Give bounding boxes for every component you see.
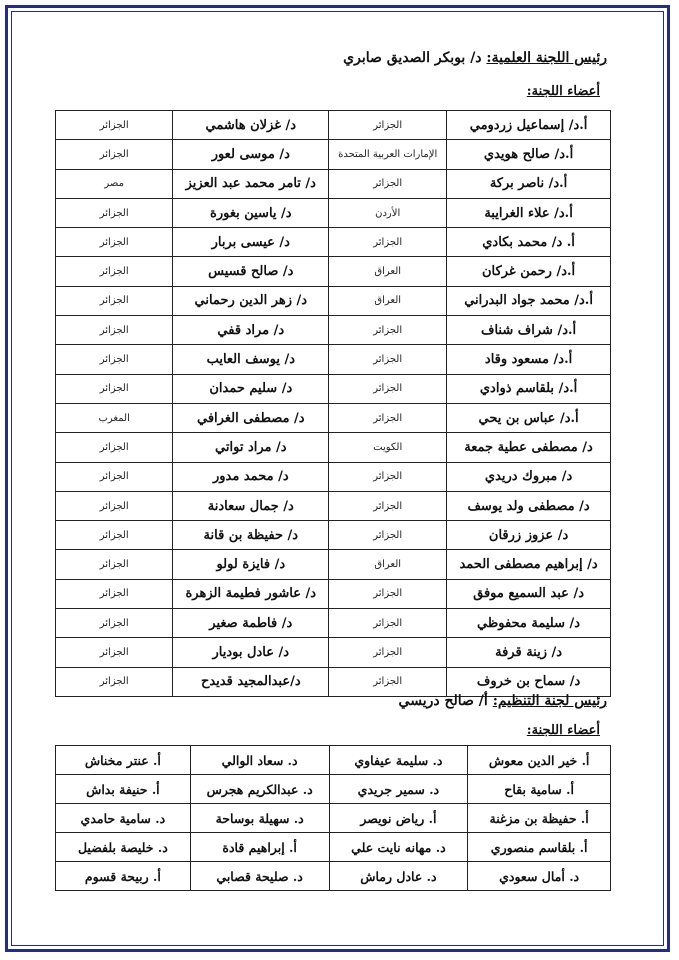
member-name-cell: د/ عادل بوديار bbox=[173, 638, 329, 667]
member-name-cell: د/ غزلان هاشمي bbox=[173, 111, 329, 140]
member-country-cell: الجزائر bbox=[329, 667, 447, 696]
organizing-chair-label: رئيس لجنة التنظيم: bbox=[492, 693, 607, 709]
member-country-cell: الجزائر bbox=[56, 579, 173, 608]
table-row bbox=[56, 804, 611, 833]
member-name-cell: د/ مبروك دريدي bbox=[447, 462, 611, 491]
member-name-cell: أ. حفيظة بن مزغنة bbox=[468, 804, 611, 833]
table-row bbox=[56, 775, 611, 804]
member-name-cell: د/ مراد تواتي bbox=[173, 433, 329, 462]
member-name-cell: أ.د/ شراف شناف bbox=[447, 316, 611, 345]
table-row bbox=[56, 609, 611, 638]
table-row bbox=[56, 521, 611, 550]
member-name-cell: د/ ياسين بغورة bbox=[173, 198, 329, 227]
member-name-cell: د. سليمة عيفاوي bbox=[329, 746, 468, 775]
table-row bbox=[56, 140, 611, 169]
member-country-cell: الجزائر bbox=[329, 111, 447, 140]
member-name-cell: أ.د/ عباس بن يحي bbox=[447, 403, 611, 432]
member-name-cell: د/ سليم حمدان bbox=[173, 374, 329, 403]
member-country-cell: الجزائر bbox=[329, 491, 447, 520]
member-name-cell: د/عبدالمجيد قديدح bbox=[173, 667, 329, 696]
member-name-cell: أ. ربيحة قسوم bbox=[56, 862, 191, 891]
scientific-chair-label: رئيس اللجنة العلمية: bbox=[486, 50, 607, 66]
table-row bbox=[56, 403, 611, 432]
member-name-cell: د. سامية حامدي bbox=[56, 804, 191, 833]
organizing-chair-name: أ/ صالح دريسي bbox=[398, 693, 488, 709]
member-country-cell: الجزائر bbox=[329, 462, 447, 491]
member-name-cell: د/ مصطفى عطية جمعة bbox=[447, 433, 611, 462]
member-name-cell: د/ فايزة لولو bbox=[173, 550, 329, 579]
member-country-cell: الجزائر bbox=[329, 374, 447, 403]
member-name-cell: د/ عيسى بربار bbox=[173, 228, 329, 257]
member-name-cell: أ. رياض نويصر bbox=[329, 804, 468, 833]
member-name-cell: د/ إبراهيم مصطفى الحمد bbox=[447, 550, 611, 579]
member-name-cell: د/ سليمة محفوظي bbox=[447, 609, 611, 638]
table-row bbox=[56, 862, 611, 891]
table-row bbox=[56, 316, 611, 345]
member-name-cell: أ.د/ علاء الغرايبة bbox=[447, 198, 611, 227]
member-country-cell: الجزائر bbox=[56, 433, 173, 462]
member-country-cell: الجزائر bbox=[56, 345, 173, 374]
member-name-cell: د. سهيلة بوساحة bbox=[190, 804, 329, 833]
member-name-cell: د/ زينة قرفة bbox=[447, 638, 611, 667]
member-name-cell: د. أمال سعودي bbox=[468, 862, 611, 891]
member-country-cell: الجزائر bbox=[329, 403, 447, 432]
member-name-cell: د/ تامر محمد عبد العزيز bbox=[173, 169, 329, 198]
member-country-cell: الكويت bbox=[329, 433, 447, 462]
member-country-cell: الجزائر bbox=[56, 316, 173, 345]
member-name-cell: د/ فاطمة صغير bbox=[173, 609, 329, 638]
scientific-committee-chair bbox=[343, 50, 607, 66]
member-name-cell: د/ عبد السميع موفق bbox=[447, 579, 611, 608]
member-name-cell: د/ عاشور فطيمة الزهرة bbox=[173, 579, 329, 608]
member-country-cell: الجزائر bbox=[329, 169, 447, 198]
table-row bbox=[56, 257, 611, 286]
member-country-cell: الجزائر bbox=[56, 111, 173, 140]
member-name-cell: د/ عزوز زرقان bbox=[447, 521, 611, 550]
table-row bbox=[56, 374, 611, 403]
member-name-cell: د. عادل رماش bbox=[329, 862, 468, 891]
member-country-cell: الجزائر bbox=[56, 550, 173, 579]
member-country-cell: الجزائر bbox=[56, 257, 173, 286]
member-name-cell: د. خليصة بلفضيل bbox=[56, 833, 191, 862]
member-name-cell: أ.د/ محمد جواد البدراني bbox=[447, 286, 611, 315]
table-row bbox=[56, 491, 611, 520]
member-name-cell: د. سمير جريدي bbox=[329, 775, 468, 804]
member-name-cell: د/ زهر الدين رحماني bbox=[173, 286, 329, 315]
organizing-members-label: أعضاء اللجنة: bbox=[526, 723, 600, 738]
member-name-cell: د/ حفيظة بن قانة bbox=[173, 521, 329, 550]
member-country-cell: العراق bbox=[329, 550, 447, 579]
member-name-cell: د/ مصطفى ولد يوسف bbox=[447, 491, 611, 520]
member-name-cell: د. عبدالكريم هجرس bbox=[190, 775, 329, 804]
table-row bbox=[56, 746, 611, 775]
member-name-cell: د/ صالح قسيس bbox=[173, 257, 329, 286]
member-country-cell: الجزائر bbox=[329, 638, 447, 667]
member-name-cell: د/ محمد مدور bbox=[173, 462, 329, 491]
member-name-cell: د/ سماح بن خروف bbox=[447, 667, 611, 696]
member-name-cell: د. مهانه نايت علي bbox=[329, 833, 468, 862]
member-country-cell: الجزائر bbox=[56, 521, 173, 550]
member-name-cell: أ. خير الدين معوش bbox=[468, 746, 611, 775]
member-name-cell: أ.د/ بلقاسم ذوادي bbox=[447, 374, 611, 403]
member-name-cell: أ.د/ مسعود وقاد bbox=[447, 345, 611, 374]
member-name-cell: أ. سامية بقاح bbox=[468, 775, 611, 804]
member-country-cell: الجزائر bbox=[56, 374, 173, 403]
member-name-cell: د/ يوسف العايب bbox=[173, 345, 329, 374]
member-country-cell: الجزائر bbox=[56, 638, 173, 667]
member-country-cell: العراق bbox=[329, 257, 447, 286]
member-country-cell: الجزائر bbox=[56, 140, 173, 169]
member-country-cell: الجزائر bbox=[329, 228, 447, 257]
member-name-cell: أ. عنتر مخناش bbox=[56, 746, 191, 775]
member-country-cell: الجزائر bbox=[329, 345, 447, 374]
member-country-cell: الجزائر bbox=[329, 609, 447, 638]
member-country-cell: الإمارات العربية المتحدة bbox=[329, 140, 447, 169]
member-country-cell: مصر bbox=[56, 169, 173, 198]
member-name-cell: أ.د/ إسماعيل زردومي bbox=[447, 111, 611, 140]
member-country-cell: الجزائر bbox=[329, 521, 447, 550]
member-country-cell: الجزائر bbox=[56, 198, 173, 227]
table-row bbox=[56, 345, 611, 374]
scientific-chair-name: د/ بوبكر الصديق صابري bbox=[343, 50, 482, 66]
table-row bbox=[56, 111, 611, 140]
member-name-cell: د/ مصطفى الغرافي bbox=[173, 403, 329, 432]
member-name-cell: أ. حنيفة بداش bbox=[56, 775, 191, 804]
table-row bbox=[56, 169, 611, 198]
member-country-cell: المغرب bbox=[56, 403, 173, 432]
member-name-cell: أ.د/ ناصر بركة bbox=[447, 169, 611, 198]
member-name-cell: أ.د/ رحمن غركان bbox=[447, 257, 611, 286]
member-name-cell: أ. بلقاسم منصوري bbox=[468, 833, 611, 862]
table-row bbox=[56, 579, 611, 608]
member-name-cell: د/ مراد قفي bbox=[173, 316, 329, 345]
member-name-cell: د. صليحة قصابي bbox=[190, 862, 329, 891]
member-country-cell: الجزائر bbox=[329, 579, 447, 608]
table-row bbox=[56, 462, 611, 491]
scientific-members-label: أعضاء اللجنة: bbox=[526, 84, 600, 99]
member-name-cell: د/ موسى لعور bbox=[173, 140, 329, 169]
table-row bbox=[56, 286, 611, 315]
member-country-cell: الجزائر bbox=[56, 491, 173, 520]
table-row bbox=[56, 433, 611, 462]
scientific-committee-table bbox=[55, 110, 611, 697]
table-row bbox=[56, 228, 611, 257]
table-row bbox=[56, 198, 611, 227]
member-name-cell: د/ جمال سعادنة bbox=[173, 491, 329, 520]
member-country-cell: الجزائر bbox=[329, 316, 447, 345]
member-name-cell: أ. إبراهيم قادة bbox=[190, 833, 329, 862]
organizing-committee-chair bbox=[399, 693, 607, 709]
member-country-cell: الجزائر bbox=[56, 609, 173, 638]
member-name-cell: أ.د/ صالح هويدي bbox=[447, 140, 611, 169]
member-country-cell: الجزائر bbox=[56, 667, 173, 696]
member-country-cell: العراق bbox=[329, 286, 447, 315]
member-country-cell: الأردن bbox=[329, 198, 447, 227]
table-row bbox=[56, 550, 611, 579]
member-name-cell: د. سعاد الوالي bbox=[190, 746, 329, 775]
member-country-cell: الجزائر bbox=[56, 286, 173, 315]
table-row bbox=[56, 638, 611, 667]
member-country-cell: الجزائر bbox=[56, 462, 173, 491]
member-name-cell: أ. د/ محمد بكادي bbox=[447, 228, 611, 257]
member-country-cell: الجزائر bbox=[56, 228, 173, 257]
table-row bbox=[56, 833, 611, 862]
organizing-committee-table bbox=[55, 745, 611, 891]
